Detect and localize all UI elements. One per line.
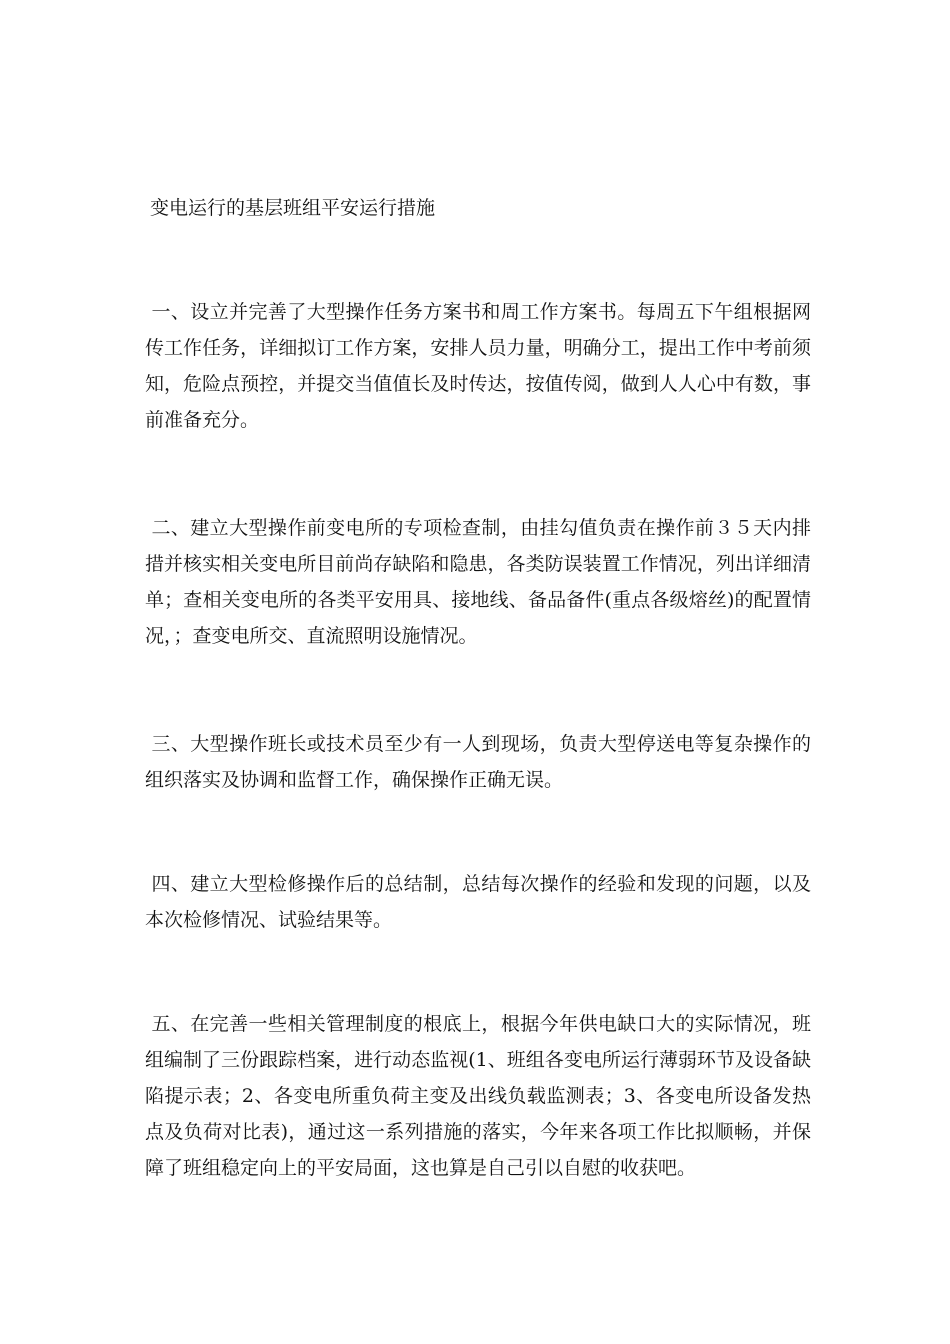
paragraph-4: 四、建立大型检修操作后的总结制，总结每次操作的经验和发现的问题，以及本次检修情况、试验结果等。 (145, 873, 811, 931)
paragraph-1: 一、设立并完善了大型操作任务方案书和周工作方案书。每周五下午组根据网传工作任务，详细拟订工作方案，安排人员力量，明确分工，提出工作中考前须知，危险点预控，并提交当值值长及时传达，按值传阅，做到人人心中有数，事前准备充分。 (145, 301, 811, 431)
paragraph-5: 五、在完善一些相关管理制度的根底上，根据今年供电缺口大的实际情况，班组编制了三份跟踪档案，进行动态监视(1、班组各变电所运行薄弱环节及设备缺陷提示表；2、各变电所重负荷主变及出线负载监测表；3、各变电所设备发热点及负荷对比表)，通过这一系列措施的落实，今年来各项工作比拟顺畅，并保障了班组稳定向上的平安局面，这也算是自己引以自慰的收获吧。 (145, 1013, 811, 1179)
paragraph-2: 二、建立大型操作前变电所的专项检查制，由挂勾值负责在操作前３５天内排措并核实相关变电所目前尚存缺陷和隐患，各类防误装置工作情况，列出详细清单；查相关变电所的各类平安用具、接地线、备品备件(重点各级熔丝)的配置情况，；查变电所交、直流照明设施情况。 (145, 517, 811, 647)
paragraph-3: 三、大型操作班长或技术员至少有一人到现场，负责大型停送电等复杂操作的组织落实及协调和监督工作，确保操作正确无误。 (145, 733, 811, 791)
document-title: 变电运行的基层班组平安运行措施 (150, 197, 436, 219)
